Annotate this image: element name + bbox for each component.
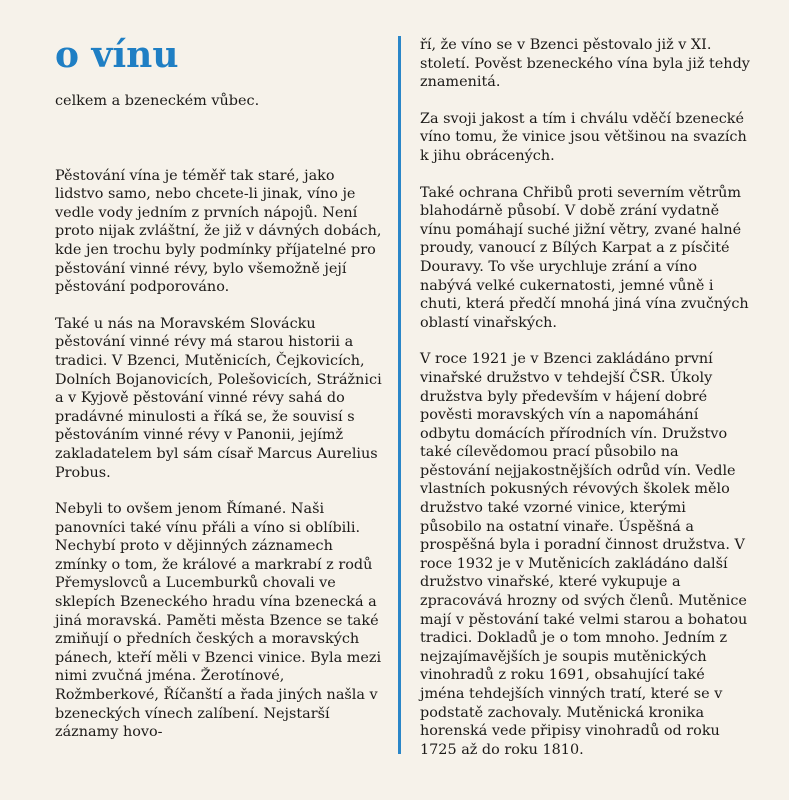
column-divider [398, 36, 401, 754]
paragraph-continuation: celkem a bzeneckém vůbec. [55, 93, 260, 109]
paragraph-moravian-slovakia: Také u nás na Moravském Slovácku pěstování vinné révy má starou historii a tradici. V Bzenci, Mutěnicích, Čejkovicích, Dolních Bojanovicích, Polešovicích, Strážnici a v Kyjově pěstování vinné révy sahá do pradávné minulosti a říká se, že souvisí s pěstováním vinné révy v Panonii, jejímž zakladatelem byl sám císař Marcus Aurelius Probus. [55, 315, 382, 481]
left-column [55, 92, 383, 760]
page-title: o vínu [55, 34, 179, 76]
paragraph-wine-growing-history: Pěstování vína je téměř tak staré, jako lidstvo samo, nebo chcete-li jinak, víno je vedle vody jedním z prvních nápojů. Není proto nijak zvláštní, že již v dávných dobách, kde jen trochu byly podmínky příjatelné pro pěstování vinné révy, bylo všemožně její pěstování podporováno. [55, 167, 382, 296]
paragraph-quality-slopes: Za svoji jakost a tím i chválu vděčí bzenecké víno tomu, že vinice jsou většinou na svazích k jihu obrácených. [420, 110, 747, 164]
paragraph-eleventh-century: ří, že víno se v Bzenci pěstovalo již v XI. století. Pověst bzeneckého vína byla již tehdy znamenitá. [420, 37, 750, 91]
paragraph-rulers-and-wine: Nebyli to ovšem jenom Římané. Naši panovníci také vínu přáli a víno si oblíbili. Nechybí proto v dějinných záznamech zmínky o tom, že králové a markrabí z rodů Přemyslovců a Lucemburků chovali ve sklepích Bzeneckého hradu vína bzenecká a jiná moravská. Paměti města Bzence se také zmiňují o předních českých a moravských pánech, kteří měli v Bzenci vinice. Byla mezi nimi zvučná jména. Žerotínové, Rožmberkové, Říčanští a řada jiných našla v bzeneckých vínech zalíbení. Nejstarší záznamy hovo- [55, 501, 382, 741]
paragraph-wine-cooperatives: V roce 1921 je v Bzenci zakládáno první vinařské družstvo v tehdejší ČSR. Úkoly družstva byly především v hájení dobré pověsti moravských vín a napomáhání odbytu domácích přírodních vín. Družstvo také cílevědomou prací působilo na pěstování nejjakostnějších odrůd vín. Vedle vlastních pokusných révových školek mělo družstvo také vzorné vinice, kterými působilo na ostatní vinaře. Úspěšná a prospěšná byla i poradní činnost družstva. V roce 1932 je v Mutěnicích zakládáno další družstvo vinařské, které vykupuje a zpracovává hrozny od svých členů. Mutěnice mají v pěstování také velmi starou a bohatou tradici. Dokladů je o tom mnoho. Jedním z nejzajímavějších je soupis mutěnických vinohradů z roku 1691, obsahující také jména tehdejších vinných tratí, které se v podstatě zachovaly. Mutěnická kronika horenská vede připisy vinohradů od roku 1725 až do roku 1810. [420, 351, 748, 758]
paragraph-climate: Také ochrana Chřibů proti severním větrům blahodárně působí. V době zrání vydatně vínu pomáhají suché jižní větry, zvané halné proudy, vanoucí z Bílých Karpat a z písčité Douravy. To vše urychluje zrání a víno nabývá velké cukernatosti, jemné vůně i chuti, která předčí mnohá jiná vína zvučných oblastí vinařských. [420, 184, 749, 331]
right-column [420, 36, 750, 777]
